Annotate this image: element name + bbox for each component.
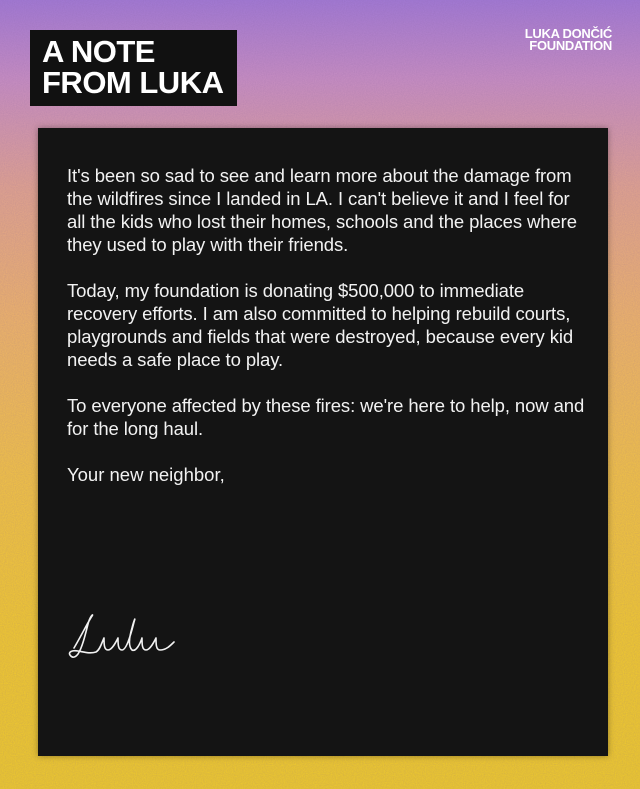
letter-card	[38, 128, 608, 756]
letter-body	[67, 164, 587, 486]
logo-line-2: FOUNDATION	[529, 38, 612, 53]
title-line-2: FROM LUKA	[42, 65, 224, 100]
sign-off: Your new neighbor,	[67, 464, 225, 485]
logo-line-1: LUKA DONČIĆ	[524, 26, 612, 41]
foundation-logo	[525, 28, 612, 52]
letter-paragraph-1: It's been so sad to see and learn more about the damage from the wildfires since I landed in LA. I can't believe it and I feel for all the kids who lost their homes, schools and the places where they used to play with their friends.	[67, 165, 577, 255]
letter-paragraph-2: Today, my foundation is donating $500,000 to immediate recovery efforts. I am also committed to helping rebuild courts, playgrounds and fields that were destroyed, because every kid needs a safe place to play.	[67, 280, 574, 370]
title-line-1: A NOTE	[42, 34, 155, 69]
page-title	[30, 30, 237, 106]
signature	[66, 608, 181, 668]
letter-paragraph-3: To everyone affected by these fires: we're here to help, now and for the long haul.	[67, 395, 585, 439]
